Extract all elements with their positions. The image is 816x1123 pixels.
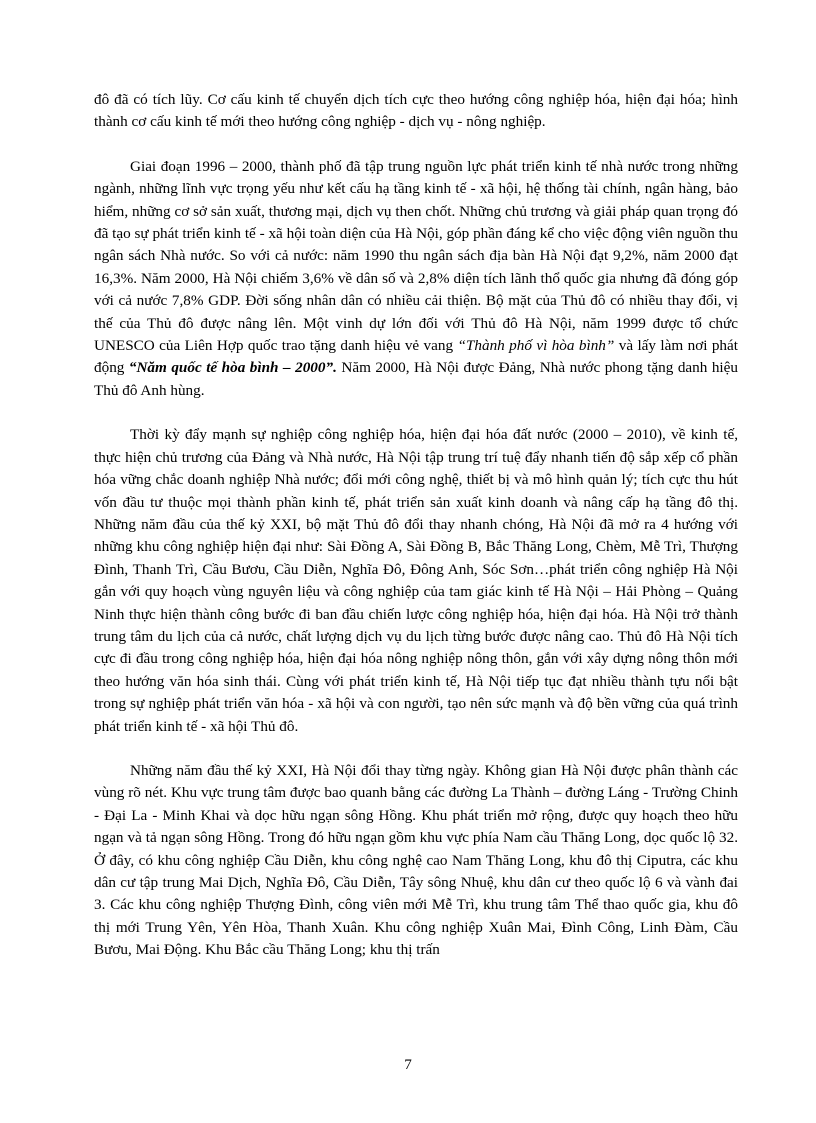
paragraph-2 [94,156,738,402]
body-text [94,89,738,962]
paragraph-2-text-b: và lấy làm nơi phát động [94,337,738,377]
paragraph-1 [94,89,738,134]
peace-year-title: “Năm quốc tế hòa bình – 2000”. [128,359,337,377]
paragraph-spacer [94,134,738,156]
city-for-peace-title: “Thành phố vì hòa bình” [457,337,615,355]
paragraph-3-text: Thời kỳ đẩy mạnh sự nghiệp công nghiệp hóa, hiện đại hóa đất nước (2000 – 2010), về kinh tế, thực hiện chủ trương của Đảng và Nhà nước, Hà Nội tập trung trí tuệ đẩy nhanh tiến độ sắp xếp cổ phần hóa vững chắc doanh nghiệp Nhà nước; đổi mới công nghệ, thiết bị và mô hình quản lý; tích cực thu hút vốn đầu tư thuộc mọi thành phần kinh tế, phát triển sản xuất kinh doanh và nâng cấp hạ tầng đô thị. Những năm đầu của thế kỷ XXI, bộ mặt Thủ đô đổi thay nhanh chóng, Hà Nội đã mở ra 4 hướng với những khu công nghiệp hiện đại như: Sài Đồng A, Sài Đồng B, Bắc Thăng Long, Chèm, Mễ Trì, Thượng Đình, Thanh Trì, Cầu Bươu, Cầu Diễn, Nghĩa Đô, Đông Anh, Sóc Sơn…phát triển công nghiệp Hà Nội gắn với quy hoạch vùng nguyên liệu và công nghiệp của tam giác kinh tế Hà Nội – Hải Phòng – Quảng Ninh thực hiện thành công bước đi ban đầu chiến lược công nghiệp hóa, hiện đại hóa. Hà Nội trở thành trung tâm du lịch của cả nước, chất lượng dịch vụ du lịch từng bước được nâng cao. Thủ đô Hà Nội tích cực đi đầu trong công nghiệp hóa, hiện đại hóa nông nghiệp nông thôn, gắn với xây dựng nông thôn mới theo hướng văn hóa sinh thái. Cùng với phát triển kinh tế, Hà Nội tiếp tục đạt nhiều thành tựu nổi bật trong sự nghiệp phát triển văn hóa - xã hội và con người, tạo nên sức mạnh và độ bền vững của quá trình phát triển kinh tế - xã hội Thủ đô. [94,426,738,735]
paragraph-2-text-c: Năm 2000, Hà Nội được Đảng, Nhà nước phong tặng danh hiệu Thủ đô Anh hùng. [94,359,738,399]
paragraph-4 [94,760,738,962]
paragraph-1-text: đô đã có tích lũy. Cơ cấu kinh tế chuyển dịch tích cực theo hướng công nghiệp hóa, hiện đại hóa; hình thành cơ cấu kinh tế mới theo hướng công nghiệp - dịch vụ - nông nghiệp. [94,91,738,131]
paragraph-spacer [94,738,738,760]
page-number: 7 [404,1056,412,1073]
paragraph-3 [94,424,738,738]
paragraph-2-text-a: Giai đoạn 1996 – 2000, thành phố đã tập trung nguồn lực phát triển kinh tế nhà nước trong những ngành, những lĩnh vực trọng yếu như kết cấu hạ tầng kinh tế - xã hội, hệ thống tài chính, ngân hàng, bảo hiểm, những cơ sở sản xuất, thương mại, dịch vụ then chốt. Những chủ trương và giải pháp quan trọng đó đã tạo sự phát triển kinh tế - xã hội toàn diện của Hà Nội, góp phần đáng kể cho việc động viên nguồn thu ngân sách Nhà nước. So với cả nước: năm 1990 thu ngân sách địa bàn Hà Nội đạt 9,2%, năm 2000 đạt 16,3%. Năm 2000, Hà Nội chiếm 3,6% về dân số và 2,8% diện tích lãnh thổ quốc gia nhưng đã đóng góp với cả nước 7,8% GDP. Đời sống nhân dân có nhiều cải thiện. Bộ mặt của Thủ đô có nhiều thay đổi, vị thế của Thủ đô được nâng lên. Một vinh dự lớn đối với Thủ đô Hà Nội, năm 1999 được tổ chức UNESCO của Liên Hợp quốc trao tặng danh hiệu vẻ vang [94,157,738,355]
paragraph-spacer [94,402,738,424]
paragraph-4-text: Những năm đầu thế kỷ XXI, Hà Nội đổi thay từng ngày. Không gian Hà Nội được phân thành các vùng rõ nét. Khu vực trung tâm được bao quanh bằng các đường La Thành – đường Láng - Trường Chinh - Đại La - Minh Khai và dọc hữu ngạn sông Hồng. Khu phát triển mở rộng, được quy hoạch theo hữu ngạn và tả ngạn sông Hồng. Trong đó hữu ngạn gồm khu vực phía Nam cầu Thăng Long, dọc quốc lộ 32. Ở đây, có khu công nghiệp Cầu Diễn, khu công nghệ cao Nam Thăng Long, khu đô thị Ciputra, các khu dân cư tập trung Mai Dịch, Nghĩa Đô, Cầu Diễn, Tây sông Nhuệ, khu dân cư theo quốc lộ 6 và vành đai 3. Các khu công nghiệp Thượng Đình, công viên mới Mễ Trì, khu trung tâm Thể thao quốc gia, khu đô thị mới Trung Yên, Yên Hòa, Thanh Xuân. Khu công nghiệp Xuân Mai, Đình Công, Linh Đàm, Cầu Bươu, Mai Động. Khu Bắc cầu Thăng Long; khu thị trấn [94,761,738,959]
